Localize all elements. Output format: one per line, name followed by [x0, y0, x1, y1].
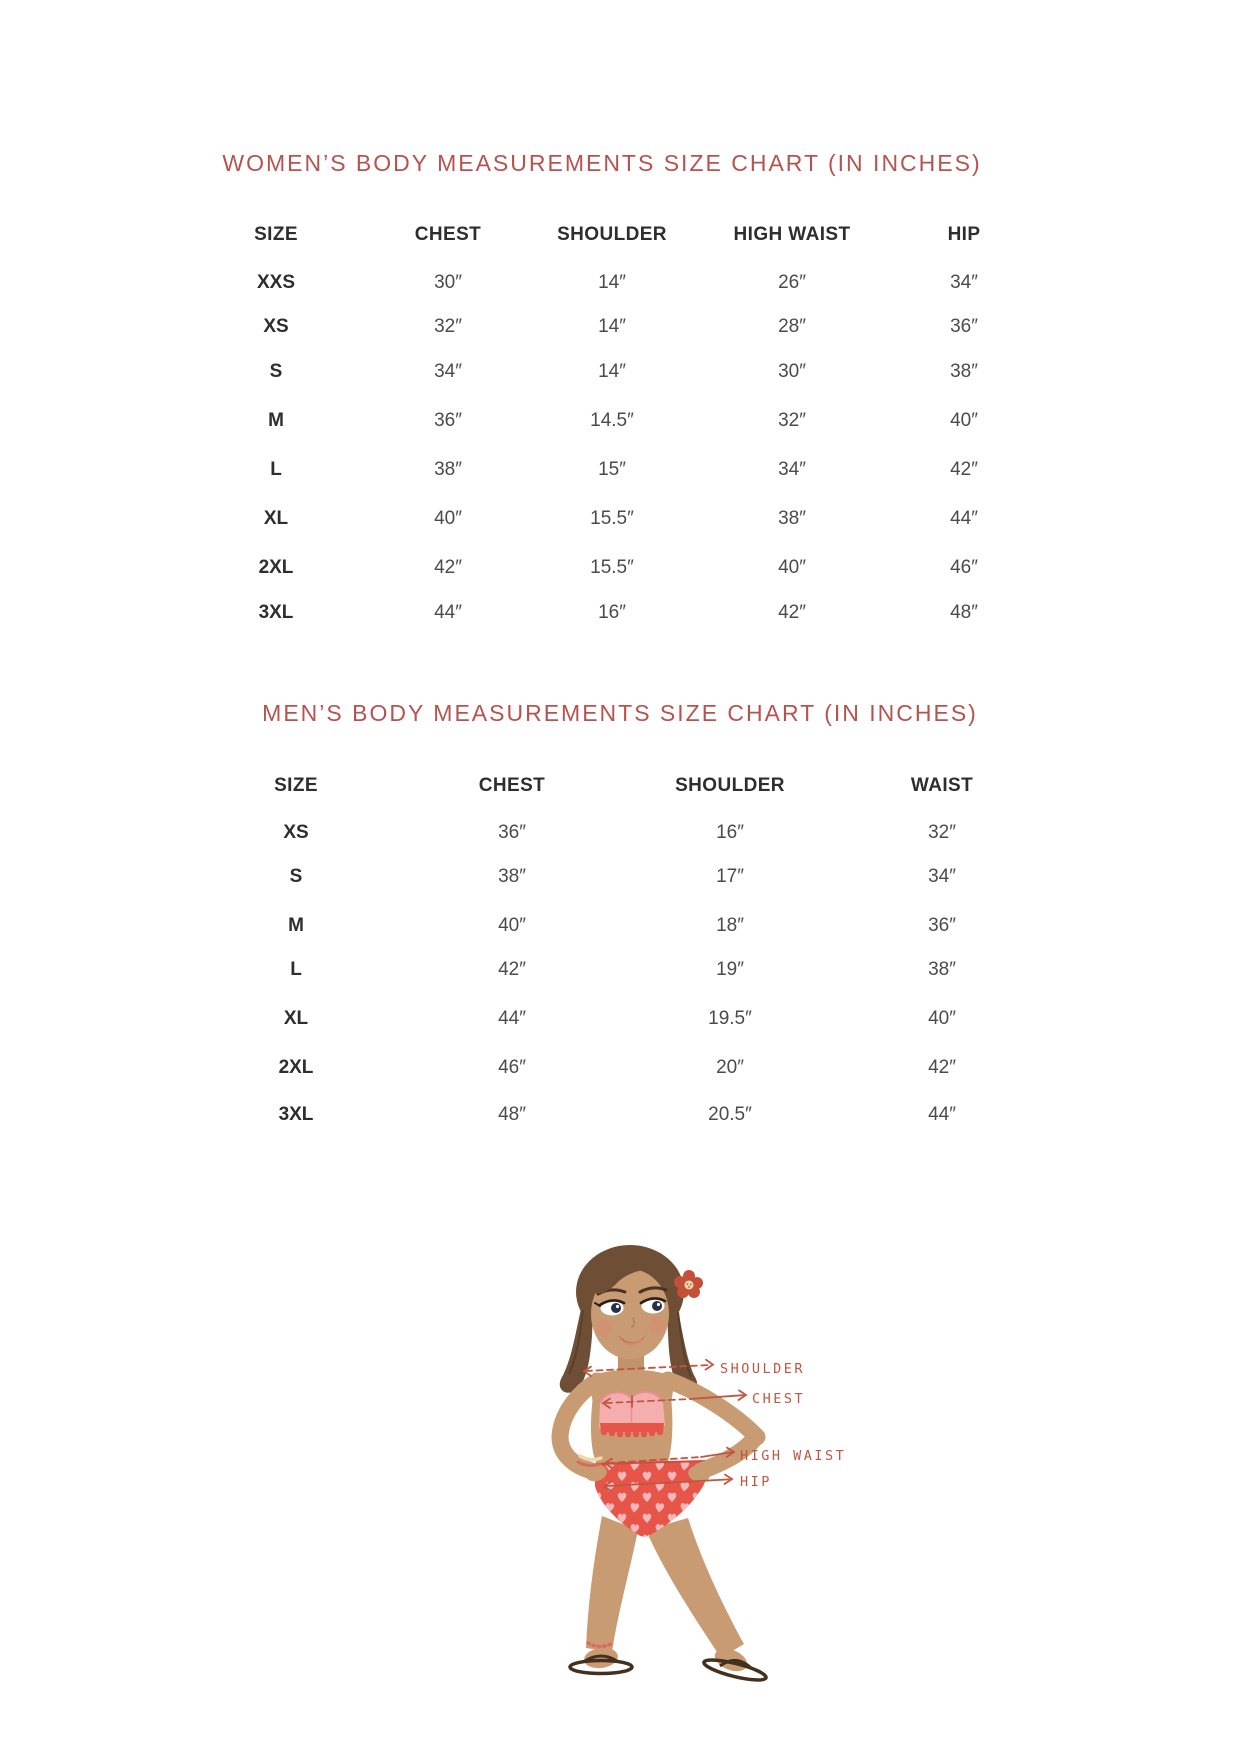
women-col-high-waist: HIGH WAIST	[733, 224, 851, 245]
men-chart-title: MEN’S BODY MEASUREMENTS SIZE CHART (IN INCHES)	[262, 700, 978, 726]
high-waist-value: 28″	[778, 316, 806, 337]
shoulder-label: SHOULDER	[720, 1361, 806, 1377]
table-row	[0, 863, 1240, 891]
size-label: 2XL	[258, 557, 294, 578]
chest-value: 42″	[498, 959, 526, 980]
chest-value: 32″	[434, 316, 462, 337]
chest-value: 46″	[498, 1057, 526, 1078]
table-row	[0, 407, 1240, 435]
shoulder-value: 14.5″	[590, 410, 634, 431]
high-waist-value: 34″	[778, 459, 806, 480]
shoulder-value: 16″	[716, 822, 744, 843]
hip-label: HIP	[740, 1474, 772, 1490]
size-label: 3XL	[278, 1104, 314, 1125]
shoulder-value: 14″	[598, 272, 626, 293]
table-row	[0, 1005, 1240, 1033]
size-label: S	[269, 361, 283, 382]
waist-value: 44″	[928, 1104, 956, 1125]
size-label: 2XL	[278, 1057, 314, 1078]
hip-value: 42″	[950, 459, 978, 480]
table-row	[0, 912, 1240, 940]
high-waist-value: 32″	[778, 410, 806, 431]
table-row	[0, 456, 1240, 484]
table-row	[0, 554, 1240, 582]
chest-value: 34″	[434, 361, 462, 382]
waist-value: 38″	[928, 959, 956, 980]
size-label: S	[289, 866, 303, 887]
high-waist-value: 30″	[778, 361, 806, 382]
size-label: XL	[283, 1008, 309, 1029]
chest-value: 44″	[498, 1008, 526, 1029]
women-chart-title: WOMEN’S BODY MEASUREMENTS SIZE CHART (IN INCHES)	[222, 150, 982, 176]
measurement-figure-illustration	[390, 1240, 870, 1710]
chest-value: 38″	[434, 459, 462, 480]
table-row	[0, 313, 1240, 341]
high-waist-value: 38″	[778, 508, 806, 529]
chest-value: 36″	[498, 822, 526, 843]
women-col-hip: HIP	[947, 224, 981, 245]
high-waist-value: 42″	[778, 602, 806, 623]
hip-value: 44″	[950, 508, 978, 529]
waist-value: 40″	[928, 1008, 956, 1029]
sandals	[570, 1644, 768, 1684]
high-waist-value: 40″	[778, 557, 806, 578]
chest-value: 44″	[434, 602, 462, 623]
chest-value: 42″	[434, 557, 462, 578]
high-waist-label: HIGH WAIST	[740, 1448, 847, 1464]
legs	[586, 1516, 744, 1658]
chest-value: 30″	[434, 272, 462, 293]
shoulder-value: 15.5″	[590, 508, 634, 529]
table-row	[0, 1054, 1240, 1082]
size-label: L	[270, 459, 282, 480]
shoulder-value: 19″	[716, 959, 744, 980]
women-col-shoulder: SHOULDER	[557, 224, 667, 245]
women-table-header-row	[0, 221, 1240, 249]
blush	[596, 1320, 613, 1337]
table-row	[0, 269, 1240, 297]
waist-value: 42″	[928, 1057, 956, 1078]
measurement-figure	[390, 1240, 870, 1710]
waist-value: 32″	[928, 822, 956, 843]
hip-value: 46″	[950, 557, 978, 578]
men-col-shoulder: SHOULDER	[675, 775, 785, 796]
hip-value: 40″	[950, 410, 978, 431]
hip-value: 48″	[950, 602, 978, 623]
shoulder-value: 20.5″	[708, 1104, 752, 1125]
women-col-chest: CHEST	[414, 224, 482, 245]
table-row	[0, 599, 1240, 627]
hip-value: 38″	[950, 361, 978, 382]
shoulder-value: 20″	[716, 1057, 744, 1078]
table-row	[0, 1101, 1240, 1129]
men-col-waist: WAIST	[910, 775, 974, 796]
hip-value: 36″	[950, 316, 978, 337]
shoulder-value: 18″	[716, 915, 744, 936]
chest-value: 40″	[434, 508, 462, 529]
size-label: XS	[283, 822, 309, 843]
table-row	[0, 956, 1240, 984]
chest-value: 38″	[498, 866, 526, 887]
table-row	[0, 819, 1240, 847]
chest-value: 36″	[434, 410, 462, 431]
size-label: M	[268, 410, 284, 431]
shoulder-value: 14″	[598, 361, 626, 382]
shoulder-value: 17″	[716, 866, 744, 887]
men-col-size: SIZE	[274, 775, 318, 796]
shoulder-value: 19.5″	[708, 1008, 752, 1029]
shoulder-value: 14″	[598, 316, 626, 337]
high-waist-value: 26″	[778, 272, 806, 293]
table-row	[0, 505, 1240, 533]
men-table-header-row	[0, 772, 1240, 800]
hip-value: 34″	[950, 272, 978, 293]
shoulder-value: 15″	[598, 459, 626, 480]
size-label: XS	[263, 316, 289, 337]
blush	[649, 1318, 666, 1335]
size-label: 3XL	[258, 602, 294, 623]
shoulder-value: 16″	[598, 602, 626, 623]
size-label: L	[290, 959, 302, 980]
chest-value: 40″	[498, 915, 526, 936]
men-col-chest: CHEST	[478, 775, 546, 796]
shoulder-value: 15.5″	[590, 557, 634, 578]
waist-value: 36″	[928, 915, 956, 936]
chest-label: CHEST	[752, 1391, 806, 1407]
size-label: M	[288, 915, 304, 936]
waist-value: 34″	[928, 866, 956, 887]
women-col-size: SIZE	[254, 224, 298, 245]
table-row	[0, 358, 1240, 386]
size-label: XXS	[256, 272, 296, 293]
size-label: XL	[263, 508, 289, 529]
chest-value: 48″	[498, 1104, 526, 1125]
